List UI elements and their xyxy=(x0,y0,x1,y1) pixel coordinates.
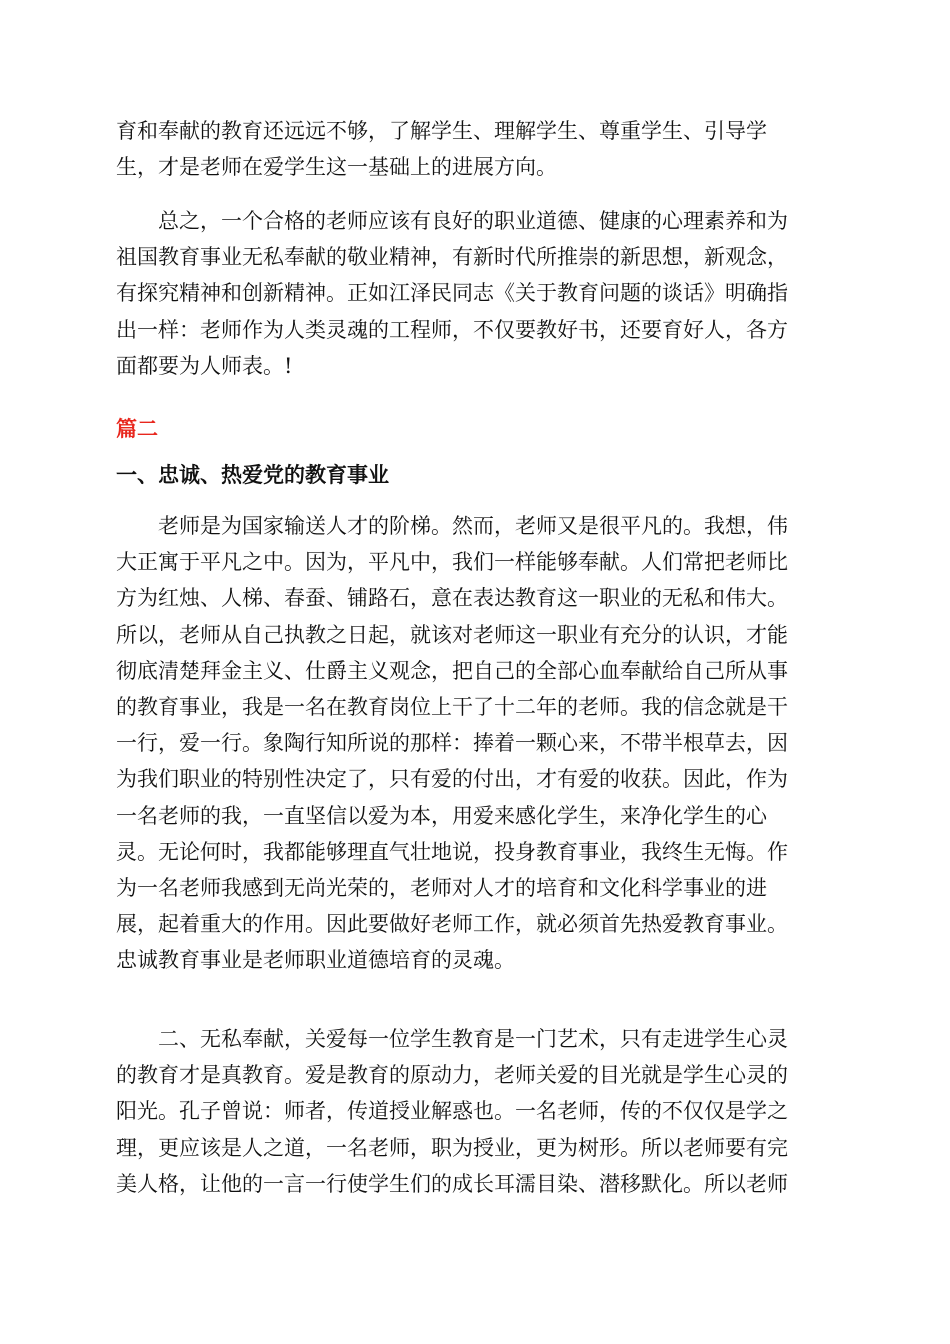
paragraph-line: 祖国教育事业无私奉献的敬业精神，有新时代所推崇的新思想，新观念， xyxy=(116,245,788,270)
paragraph-line: 一名老师的我，一直坚信以爱为本，用爱来感化学生，来净化学生的心 xyxy=(116,803,767,828)
paragraph-line: 生，才是老师在爱学生这一基础上的进展方向。 xyxy=(116,155,557,180)
paragraph-line: 彻底清楚拜金主义、仕爵主义观念，把自己的全部心血奉献给自己所从事 xyxy=(116,658,788,683)
paragraph-line: 育和奉献的教育还远远不够，了解学生、理解学生、尊重学生、引导学 xyxy=(116,119,767,143)
paragraph-line: 为一名老师我感到无尚光荣的，老师对人才的培育和文化科学事业的进 xyxy=(116,875,767,900)
paragraph-line: 理，更应该是人之道，一名老师，职为授业，更为树形。所以老师要有完 xyxy=(116,1135,788,1160)
paragraph-2 xyxy=(116,203,832,384)
paragraph-line: 忠诚教育事业是老师职业道德培育的灵魂。 xyxy=(116,948,515,973)
paragraph-3 xyxy=(116,508,832,978)
paragraph-line: 有探究精神和创新精神。正如江泽民同志《关于教育问题的谈话》明确指 xyxy=(116,281,788,306)
paragraph-line: 总之，一个合格的老师应该有良好的职业道德、健康的心理素养和为 xyxy=(158,209,788,233)
paragraph-line: 所以，老师从自己执教之日起，就该对老师这一职业有充分的认识，才能 xyxy=(116,622,788,647)
paragraph-line: 阳光。孔子曾说：师者，传道授业解惑也。一名老师，传的不仅仅是学之 xyxy=(116,1099,788,1124)
paragraph-line: 出一样：老师作为人类灵魂的工程师，不仅要教好书，还要育好人，各方 xyxy=(116,317,788,342)
paragraph-line: 二、无私奉献，关爱每一位学生教育是一门艺术，只有走进学生心灵 xyxy=(158,1027,788,1051)
paragraph-line: 老师是为国家输送人才的阶梯。然而，老师又是很平凡的。我想，伟 xyxy=(158,514,788,538)
paragraph-line: 的教育才是真教育。爱是教育的原动力，老师关爱的目光就是学生心灵的 xyxy=(116,1063,788,1088)
paragraph-line: 方为红烛、人梯、春蚕、铺路石，意在表达教育这一职业的无私和伟大。 xyxy=(116,586,788,611)
paragraph-line: 为我们职业的特别性决定了，只有爱的付出，才有爱的收获。因此，作为 xyxy=(116,767,788,792)
section-heading: 篇二 xyxy=(116,417,158,441)
paragraph-1 xyxy=(116,113,832,185)
paragraph-line: 一行，爱一行。象陶行知所说的那样：捧着一颗心来，不带半根草去，因 xyxy=(116,731,788,756)
paragraph-line: 大正寓于平凡之中。因为，平凡中，我们一样能够奉献。人们常把老师比 xyxy=(116,550,788,575)
paragraph-line: 面都要为人师表。! xyxy=(116,353,293,378)
paragraph-4 xyxy=(116,1021,832,1202)
paragraph-line: 美人格，让他的一言一行使学生们的成长耳濡目染、潜移默化。所以老师 xyxy=(116,1171,788,1196)
paragraph-line: 灵。无论何时，我都能够理直气壮地说，投身教育事业，我终生无悔。作 xyxy=(116,839,788,864)
paragraph-line: 的教育事业，我是一名在教育岗位上干了十二年的老师。我的信念就是干 xyxy=(116,694,788,719)
subheading: 一、忠诚、热爱党的教育事业 xyxy=(116,463,389,487)
paragraph-line: 展，起着重大的作用。因此要做好老师工作，就必须首先热爱教育事业。 xyxy=(116,912,788,937)
